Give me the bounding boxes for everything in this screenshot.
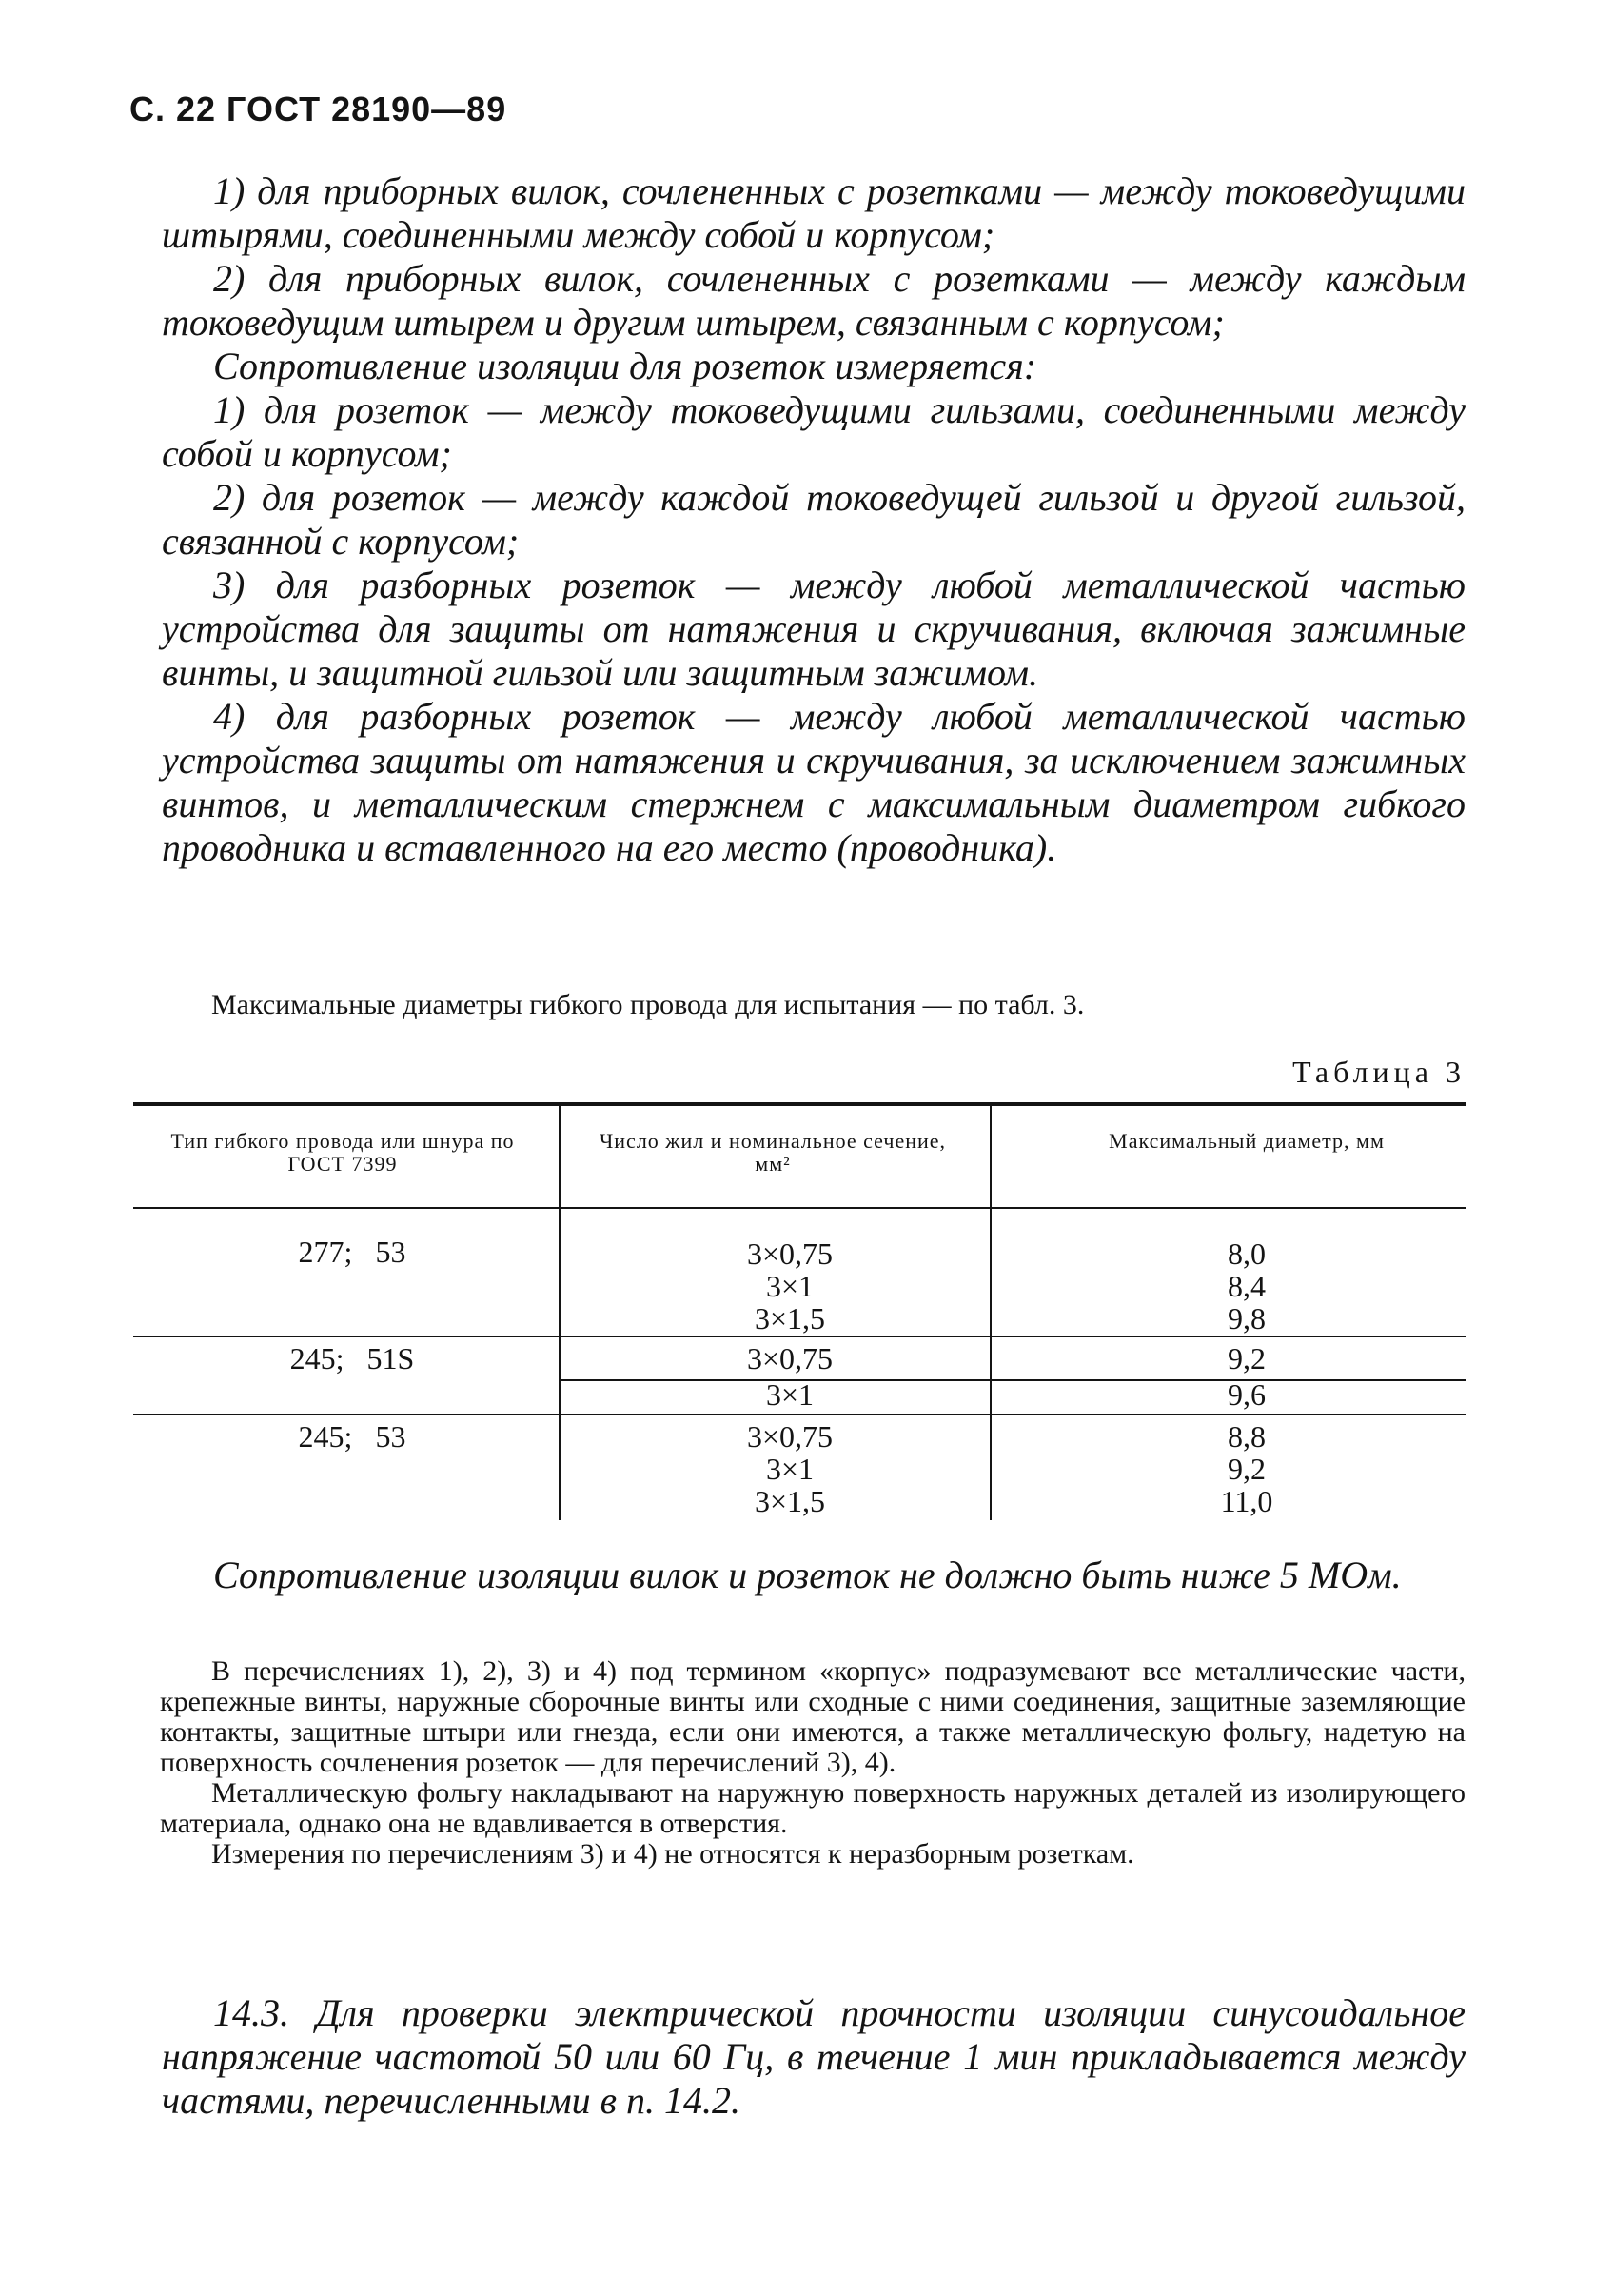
table-header-diameter: Максимальный диаметр, мм (1109, 1129, 1385, 1153)
table-header-rule (133, 1207, 1466, 1209)
plug-items (162, 169, 1466, 870)
table-top-rule (133, 1102, 1466, 1106)
plug-item-1: 1) для приборных вилок, сочлененных с розетками — между токоведущими штырями, соединенными между собой и корпусом; (162, 169, 1466, 256)
table-cell-diameters: 8,0 8,4 9,8 (1228, 1237, 1266, 1336)
clause-14-3: 14.3. Для проверки электрической прочности изоляции синусоидальное напряжение частотой 50 или 60 Гц, в течение 1 мин прикладывается между частями, перечисленными в п. 14.2. (162, 1991, 1466, 2122)
socket-item-3: 3) для разборных розеток — между любой металлической частью устройства для защиты от натяжения и скручивания, включая зажимные винты, и защитной гильзой или защитным зажимом. (162, 564, 1466, 694)
sockets-intro: Сопротивление изоляции для розеток измеряется: (213, 345, 1037, 387)
note-measurements: Измерения по перечислениям 3) и 4) не относятся к неразборным розеткам. (211, 1838, 1134, 1870)
table-group-rule-1 (133, 1336, 1466, 1337)
table-header-section: Число жил и номинальное сечение, мм² (599, 1129, 947, 1176)
socket-item-4: 4) для разборных розеток — между любой металлической частью устройства защиты от натяжения и скручивания, за исключением зажимных винтов, и металлическим стержнем с максимальным диаметром гибкого проводника и вставленного на его место (проводника). (162, 695, 1466, 869)
table-cell-type: 245; 51S (289, 1341, 415, 1376)
table-cell-type: 245; 53 (298, 1419, 406, 1454)
table-cell-diameters: 8,8 9,2 11,0 (1220, 1419, 1273, 1518)
page-header: С. 22 ГОСТ 28190—89 (129, 89, 507, 129)
table-col-rule-2 (990, 1106, 992, 1520)
table-cell-sections: 3×0,75 3×1 3×1,5 (746, 1419, 834, 1518)
table-cell-sections: 3×0,75 3×1 3×1,5 (746, 1237, 834, 1336)
table-col-rule-1 (559, 1106, 561, 1520)
note-foil: Металлическую фольгу накладывают на наружную поверхность наружных деталей из изолирующего материала, однако она не вдавливается в отверстия. (160, 1777, 1466, 1839)
table-cell-diameters: 9,2 9,6 (1228, 1341, 1266, 1412)
table-reference: Максимальные диаметры гибкого провода для испытания — по табл. 3. (211, 989, 1085, 1020)
table-header-type: Тип гибкого провода или шнура по ГОСТ 7399 (170, 1129, 515, 1176)
table-cell-sections: 3×0,75 3×1 (746, 1341, 834, 1412)
resistance-minimum: Сопротивление изоляции вилок и розеток не должно быть ниже 5 МОм. (213, 1554, 1402, 1596)
table-cell-type: 277; 53 (298, 1235, 406, 1269)
table-group-rule-2 (133, 1414, 1466, 1415)
note-corpus: В перечислениях 1), 2), 3) и 4) под термином «корпус» подразумевают все металлические части, крепежные винты, наружные сборочные винты или сходные с ними соединения, защитные заземляющие контакты, защитные штыри или гнезда, если они имеются, а также металлическую фольгу, надетую на поверхность сочленения розеток — для перечислений 3), 4). (160, 1655, 1466, 1778)
table-caption: Таблица 3 (1292, 1055, 1466, 1089)
socket-item-2: 2) для розеток — между каждой токоведущей гильзой и другой гильзой, связанной с корпусом; (162, 476, 1466, 563)
notes-block (160, 1656, 1466, 1870)
socket-item-1: 1) для розеток — между токоведущими гильзами, соединенными между собой и корпусом; (162, 388, 1466, 475)
plug-item-2: 2) для приборных вилок, сочлененных с розетками — между каждым токоведущим штырем и другим штырем, связанным с корпусом; (162, 257, 1466, 344)
